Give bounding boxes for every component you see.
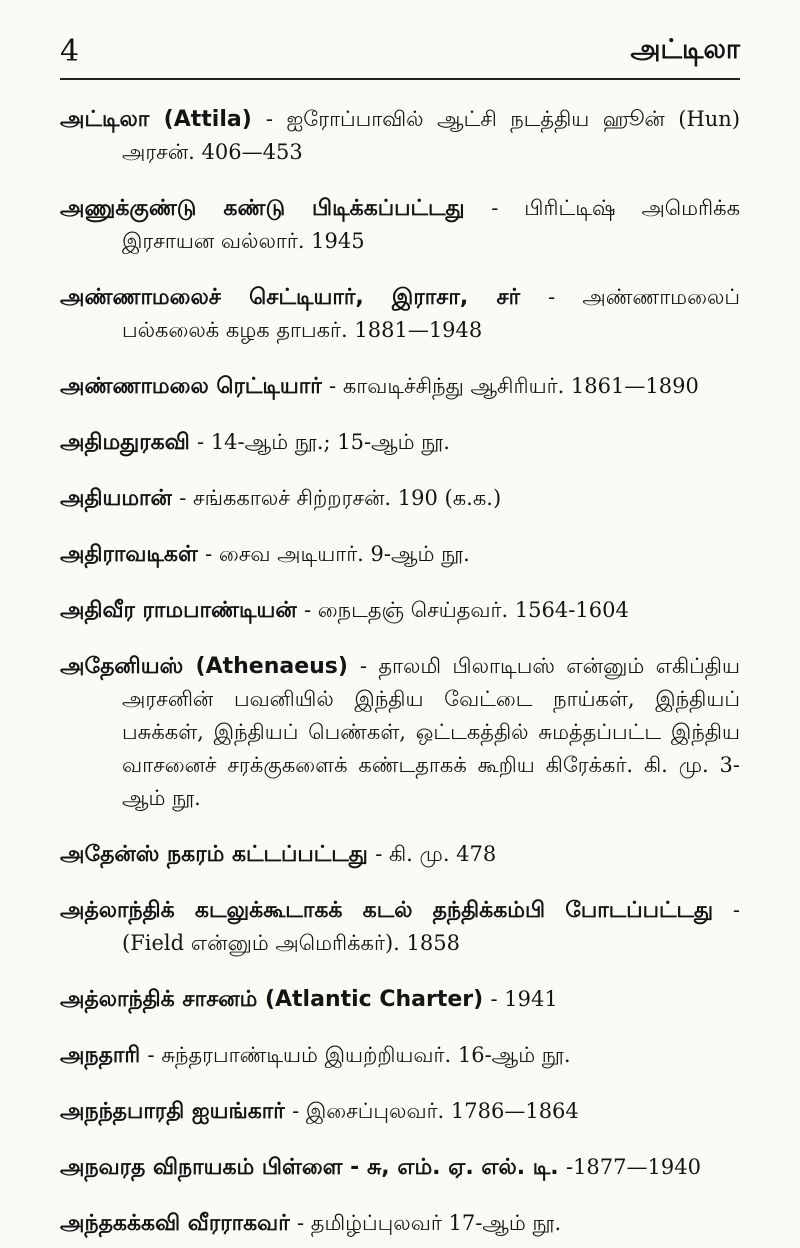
entry-description: - சுந்தரபாண்டியம் இயற்றியவர். 16-ஆம் நூ. (147, 1043, 571, 1067)
entry (60, 1207, 740, 1240)
entry-headword: அதிராவடிகள் (60, 542, 198, 567)
entry (60, 1151, 740, 1184)
entry (60, 370, 740, 403)
entry-description: - அண்ணாமலைப் பல்கலைக் கழக தாபகர். 1881—1948 (122, 285, 741, 342)
entry-description: - சைவ அடியார். 9-ஆம் நூ. (205, 542, 470, 566)
entry (60, 538, 740, 571)
entry-description: - சங்ககாலச் சிற்றரசன். 190 (க.க.) (179, 486, 502, 510)
entry-description: -1877—1940 (565, 1155, 701, 1179)
entry-headword: அதேன்ஸ் நகரம் கட்டப்பட்டது (60, 842, 368, 867)
entry-headword: அதிவீர ராமபாண்டியன் (60, 598, 297, 623)
entry (60, 482, 740, 515)
entry-description: - 14-ஆம் நூ.; 15-ஆம் நூ. (197, 430, 450, 454)
entry-headword: அண்ணாமலை ரெட்டியார் (60, 374, 322, 399)
entry (60, 426, 740, 459)
entry-description: - தாலமி பிலாடிபஸ் என்னும் எகிப்திய அரசனின் பவனியில் இந்திய வேட்டை நாய்கள், இந்தியப் பசுக்கள், இந்தியப் பெண்கள், ஒட்டகத்தில் சுமத்தப்பட்ட இந்திய வாசனைச் சரக்குகளைக் கண்டதாகக் கூறிய கிரேக்கர். கி. மு. 3-ஆம் நூ. (122, 654, 740, 810)
entry-headword: அதேனியஸ் (Athenaeus) (60, 654, 348, 679)
running-head: அட்டிலா (630, 34, 740, 65)
entry (60, 103, 740, 169)
page-number: 4 (60, 34, 80, 69)
entry-headword: அந்தகக்கவி வீரராகவர் (60, 1211, 290, 1236)
entry (60, 1039, 740, 1072)
entry (60, 894, 740, 960)
entry-headword: அநதாரி (60, 1043, 141, 1068)
entry-description: - கி. மு. 478 (375, 842, 497, 866)
page-header (60, 30, 740, 80)
entry-description: - (Field என்னும் அமெரிக்கர்). 1858 (122, 898, 741, 955)
entry-list (60, 103, 740, 1240)
book-page (60, 30, 740, 1248)
entry-headword: அத்லாந்திக் சாசனம் (Atlantic Charter) (60, 987, 484, 1012)
entry-headword: அத்லாந்திக் கடலுக்கூடாகக் கடல் தந்திக்கம்பி போடப்பட்டது (60, 898, 714, 923)
entry (60, 650, 740, 815)
entry-description: - இசைப்புலவர். 1786—1864 (292, 1099, 579, 1123)
entry-headword: அநந்தபாரதி ஐயங்கார் (60, 1099, 285, 1124)
entry (60, 281, 740, 347)
entry (60, 192, 740, 258)
entry-headword: அநவரத விநாயகம் பிள்ளை - சு, எம். ஏ. எல். டி. (60, 1155, 559, 1180)
entry-headword: அதியமான் (60, 486, 172, 511)
entry-headword: அண்ணாமலைச் செட்டியார், இராசா, சர் (60, 285, 521, 310)
entry-description: - 1941 (490, 987, 558, 1011)
entry-description: - பிரிட்டிஷ் அமெரிக்க இரசாயன வல்லார். 1945 (122, 196, 740, 253)
entry-description: - காவடிச்சிந்து ஆசிரியர். 1861—1890 (329, 374, 699, 398)
entry (60, 594, 740, 627)
entry-headword: அதிமதுரகவி (60, 430, 190, 455)
entry-headword: அணுக்குண்டு கண்டு பிடிக்கப்பட்டது (60, 196, 465, 221)
entry-description: - தமிழ்ப்புலவர் 17-ஆம் நூ. (297, 1211, 562, 1235)
entry (60, 983, 740, 1016)
entry (60, 838, 740, 871)
entry-description: - ஐரோப்பாவில் ஆட்சி நடத்திய ஹூன் (Hun) அரசன். 406—453 (122, 107, 741, 164)
header-rule (60, 78, 740, 80)
entry-description: - நைடதஞ் செய்தவர். 1564-1604 (304, 598, 629, 622)
entry-headword: அட்டிலா (Attila) (60, 107, 252, 132)
